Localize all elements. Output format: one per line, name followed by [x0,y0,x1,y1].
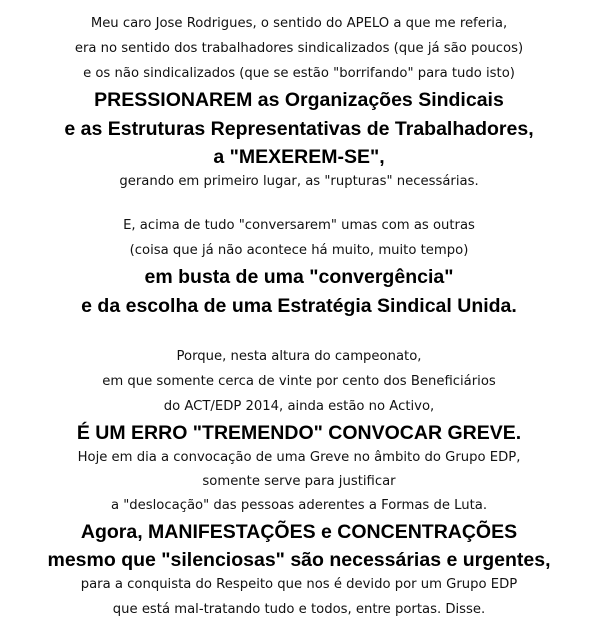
emphasis-line: e as Estruturas Representativas de Trabalhadores, [64,118,534,140]
text-line: e os não sindicalizados (que se estão "borrifando" para tudo isto) [83,66,515,81]
text-line: a "deslocação" das pessoas aderentes a Formas de Luta. [110,498,488,513]
emphasis-line: É UM ERRO "TREMENDO" CONVOCAR GREVE. [76,422,522,444]
text-line: gerando em primeiro lugar, as "rupturas" necessárias. [119,174,479,189]
text-line: para a conquista do Respeito que nos é devido por um Grupo EDP [80,577,518,592]
text-line: Meu caro Jose Rodrigues, o sentido do APELO a que me referia, [90,16,508,31]
emphasis-line: em busta de uma "convergência" [144,266,454,288]
text-line: do ACT/EDP 2014, ainda estão no Activo, [163,399,435,414]
text-line: Porque, nesta altura do campeonato, [176,349,422,364]
emphasis-line: a "MEXEREM-SE", [213,146,385,168]
text-line: era no sentido dos trabalhadores sindicalizados (que já são poucos) [74,41,524,56]
text-line: (coisa que já não acontece há muito, muito tempo) [129,243,469,258]
emphasis-line: e da escolha de uma Estratégia Sindical Unida. [81,295,517,317]
emphasis-line: mesmo que "silenciosas" são necessárias e urgentes, [47,549,551,571]
text-line: somente serve para justificar [202,474,396,489]
emphasis-line: Agora, MANIFESTAÇÕES e CONCENTRAÇÕES [80,521,518,543]
text-line: E, acima de tudo "conversarem" umas com as outras [123,218,475,233]
text-line: Hoje em dia a convocação de uma Greve no âmbito do Grupo EDP, [77,450,521,465]
text-line: em que somente cerca de vinte por cento dos Beneficiários [102,374,496,389]
emphasis-line: PRESSIONAREM as Organizações Sindicais [94,89,504,111]
text-line: que está mal-tratando tudo e todos, entre portas. Disse. [112,602,486,617]
